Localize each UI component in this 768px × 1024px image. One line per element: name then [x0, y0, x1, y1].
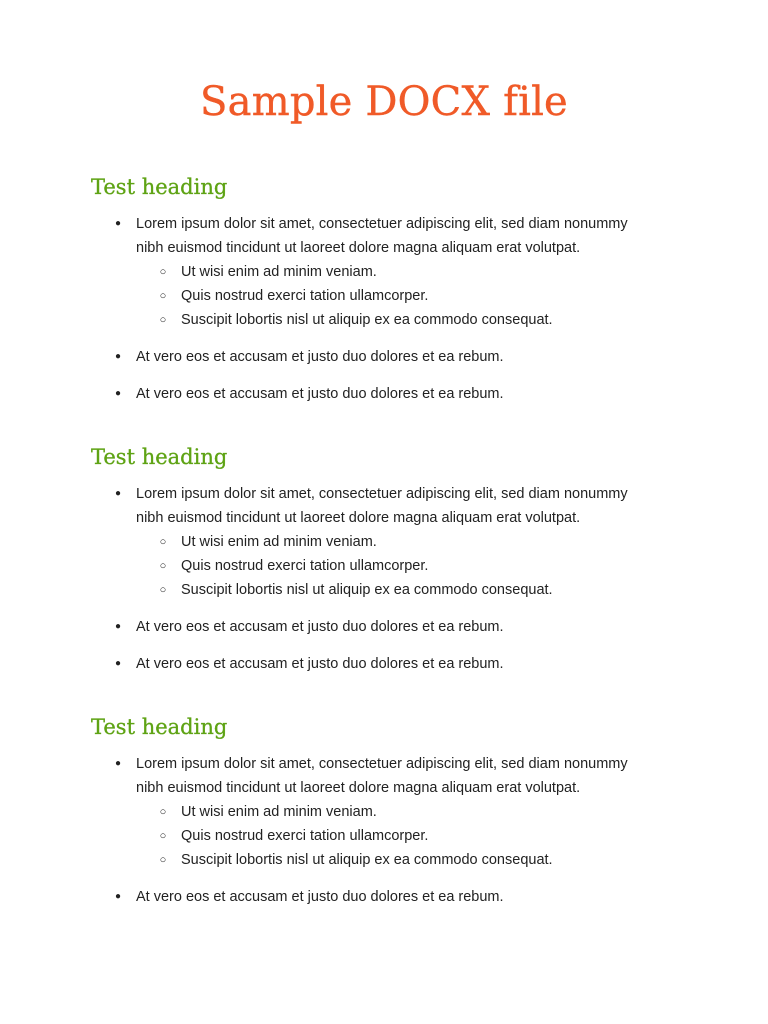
filled-bullet-icon: ●	[114, 218, 122, 229]
list-item-text: At vero eos et accusam et justo duo dolores et ea rebum.	[136, 386, 504, 402]
sub-list-item-text: Suscipit lobortis nisl ut aliquip ex ea commodo consequat.	[181, 312, 553, 328]
filled-bullet-icon: ●	[114, 891, 122, 902]
sub-list-item-text: Quis nostrud exerci tation ullamcorper.	[181, 288, 429, 304]
hollow-bullet-icon: ○	[159, 830, 167, 842]
list-item-text: Lorem ipsum dolor sit amet, consectetuer adipiscing elit, sed diam nonummy	[136, 756, 628, 772]
sub-list-item-text: Ut wisi enim ad minim veniam.	[181, 534, 377, 550]
document-title: Sample DOCX file	[200, 79, 568, 125]
filled-bullet-icon: ●	[114, 351, 122, 362]
sub-list-item-text: Suscipit lobortis nisl ut aliquip ex ea commodo consequat.	[181, 582, 553, 598]
hollow-bullet-icon: ○	[159, 854, 167, 866]
list-item-text: nibh euismod tincidunt ut laoreet dolore magna aliquam erat volutpat.	[136, 240, 581, 256]
hollow-bullet-icon: ○	[159, 536, 167, 548]
filled-bullet-icon: ●	[114, 758, 122, 769]
list-item-text: At vero eos et accusam et justo duo dolores et ea rebum.	[136, 656, 504, 672]
filled-bullet-icon: ●	[114, 621, 122, 632]
list-item-text: At vero eos et accusam et justo duo dolores et ea rebum.	[136, 889, 504, 905]
filled-bullet-icon: ●	[114, 388, 122, 399]
section-heading: Test heading	[91, 715, 228, 739]
hollow-bullet-icon: ○	[159, 290, 167, 302]
hollow-bullet-icon: ○	[159, 314, 167, 326]
hollow-bullet-icon: ○	[159, 266, 167, 278]
list-item-text: Lorem ipsum dolor sit amet, consectetuer adipiscing elit, sed diam nonummy	[136, 486, 628, 502]
sub-list-item-text: Suscipit lobortis nisl ut aliquip ex ea commodo consequat.	[181, 852, 553, 868]
list-item-text: Lorem ipsum dolor sit amet, consectetuer adipiscing elit, sed diam nonummy	[136, 216, 628, 232]
hollow-bullet-icon: ○	[159, 806, 167, 818]
sub-list-item-text: Quis nostrud exerci tation ullamcorper.	[181, 828, 429, 844]
list-item-text: nibh euismod tincidunt ut laoreet dolore magna aliquam erat volutpat.	[136, 780, 581, 796]
list-item-text: At vero eos et accusam et justo duo dolores et ea rebum.	[136, 619, 504, 635]
sub-list-item-text: Quis nostrud exerci tation ullamcorper.	[181, 558, 429, 574]
list-item-text: At vero eos et accusam et justo duo dolores et ea rebum.	[136, 349, 504, 365]
hollow-bullet-icon: ○	[159, 584, 167, 596]
list-item-text: nibh euismod tincidunt ut laoreet dolore magna aliquam erat volutpat.	[136, 510, 581, 526]
sub-list-item-text: Ut wisi enim ad minim veniam.	[181, 264, 377, 280]
section-heading: Test heading	[91, 445, 228, 469]
section-heading: Test heading	[91, 175, 228, 199]
filled-bullet-icon: ●	[114, 658, 122, 669]
filled-bullet-icon: ●	[114, 488, 122, 499]
sub-list-item-text: Ut wisi enim ad minim veniam.	[181, 804, 377, 820]
hollow-bullet-icon: ○	[159, 560, 167, 572]
